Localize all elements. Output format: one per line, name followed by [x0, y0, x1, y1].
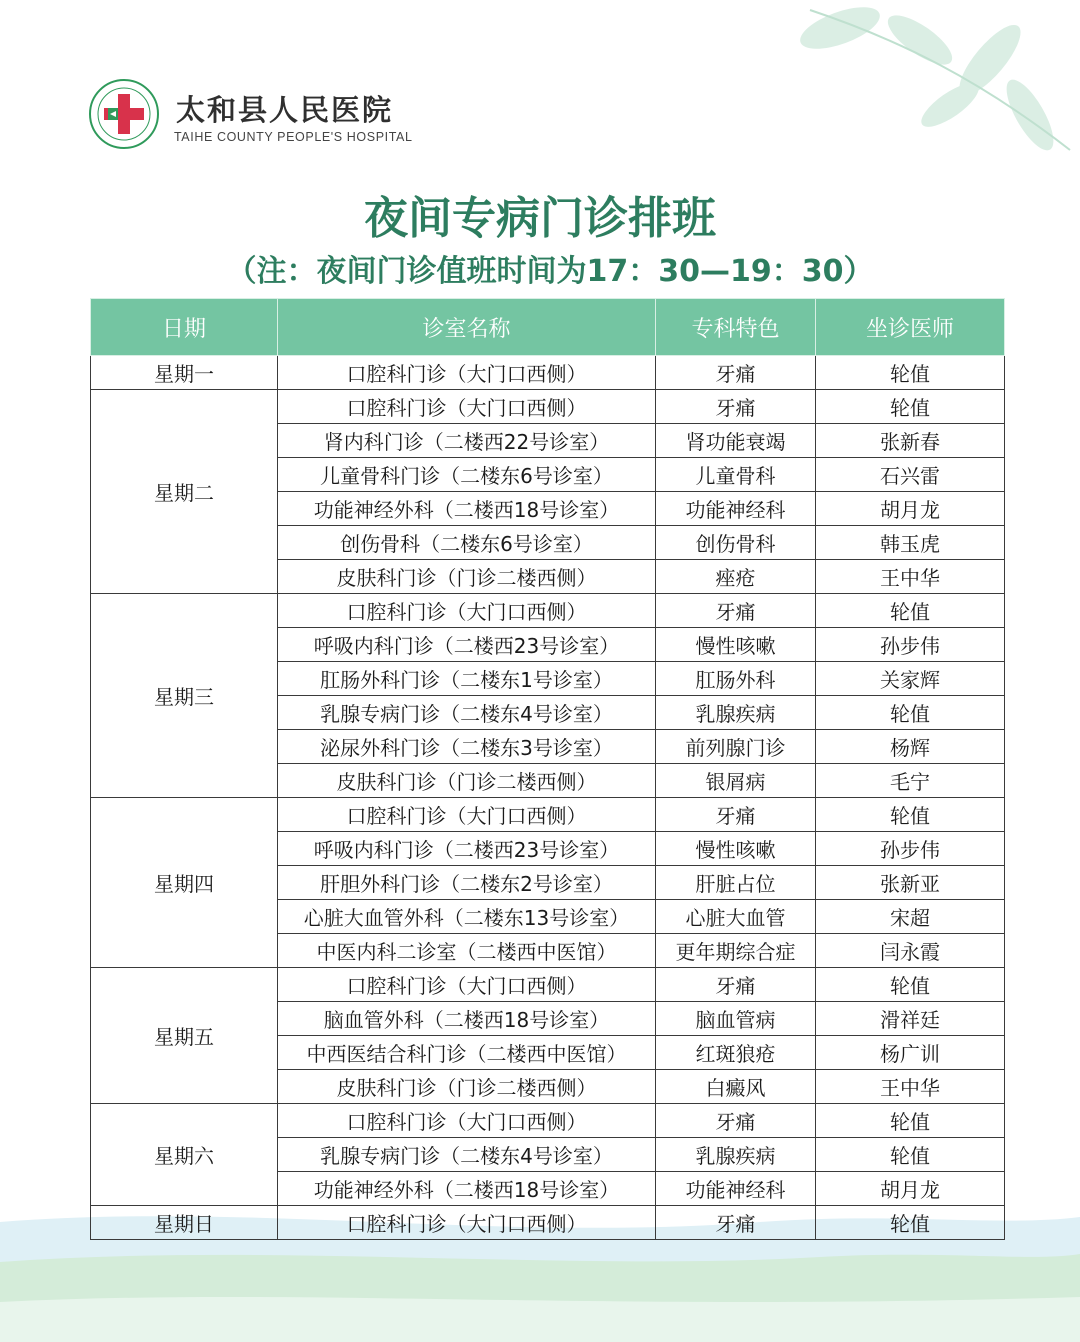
specialty-cell: 牙痛 — [656, 390, 816, 424]
doctor-cell: 孙步伟 — [816, 628, 1005, 662]
clinic-cell: 功能神经外科（二楼西18号诊室） — [278, 492, 656, 526]
specialty-cell: 肾功能衰竭 — [656, 424, 816, 458]
clinic-cell: 口腔科门诊（大门口西侧） — [278, 356, 656, 390]
clinic-cell: 创伤骨科（二楼东6号诊室） — [278, 526, 656, 560]
specialty-cell: 痤疮 — [656, 560, 816, 594]
specialty-cell: 牙痛 — [656, 798, 816, 832]
specialty-cell: 牙痛 — [656, 594, 816, 628]
doctor-cell: 石兴雷 — [816, 458, 1005, 492]
day-cell: 星期三 — [91, 594, 278, 798]
clinic-cell: 口腔科门诊（大门口西侧） — [278, 1104, 656, 1138]
doctor-cell: 轮值 — [816, 968, 1005, 1002]
clinic-cell: 功能神经外科（二楼西18号诊室） — [278, 1172, 656, 1206]
specialty-cell: 功能神经科 — [656, 492, 816, 526]
doctor-cell: 胡月龙 — [816, 492, 1005, 526]
specialty-cell: 慢性咳嗽 — [656, 628, 816, 662]
doctor-cell: 王中华 — [816, 560, 1005, 594]
specialty-cell: 银屑病 — [656, 764, 816, 798]
table-header-row — [91, 299, 1005, 356]
clinic-cell: 口腔科门诊（大门口西侧） — [278, 594, 656, 628]
doctor-cell: 闫永霞 — [816, 934, 1005, 968]
header-doctor: 坐诊医师 — [816, 299, 1005, 356]
doctor-cell: 胡月龙 — [816, 1172, 1005, 1206]
clinic-cell: 脑血管外科（二楼西18号诊室） — [278, 1002, 656, 1036]
specialty-cell: 功能神经科 — [656, 1172, 816, 1206]
schedule-table — [90, 298, 1005, 1240]
specialty-cell: 牙痛 — [656, 1206, 816, 1240]
specialty-cell: 牙痛 — [656, 356, 816, 390]
specialty-cell: 创伤骨科 — [656, 526, 816, 560]
doctor-cell: 韩玉虎 — [816, 526, 1005, 560]
hospital-name-en: TAIHE COUNTY PEOPLE'S HOSPITAL — [174, 130, 413, 144]
specialty-cell: 慢性咳嗽 — [656, 832, 816, 866]
doctor-cell: 杨广训 — [816, 1036, 1005, 1070]
clinic-cell: 口腔科门诊（大门口西侧） — [278, 798, 656, 832]
doctor-cell: 关家辉 — [816, 662, 1005, 696]
doctor-cell: 毛宁 — [816, 764, 1005, 798]
day-cell: 星期五 — [91, 968, 278, 1104]
table-row — [91, 390, 1005, 424]
doctor-cell: 张新春 — [816, 424, 1005, 458]
schedule-body — [91, 356, 1005, 1240]
day-cell: 星期一 — [91, 356, 278, 390]
doctor-cell: 宋超 — [816, 900, 1005, 934]
page-title: 夜间专病门诊排班 — [364, 193, 716, 244]
specialty-cell: 白癜风 — [656, 1070, 816, 1104]
doctor-cell: 张新亚 — [816, 866, 1005, 900]
header-clinic: 诊室名称 — [278, 299, 656, 356]
clinic-cell: 口腔科门诊（大门口西侧） — [278, 390, 656, 424]
clinic-cell: 呼吸内科门诊（二楼西23号诊室） — [278, 832, 656, 866]
clinic-cell: 皮肤科门诊（门诊二楼西侧） — [278, 560, 656, 594]
day-cell: 星期二 — [91, 390, 278, 594]
specialty-cell: 牙痛 — [656, 1104, 816, 1138]
hospital-logo — [88, 78, 418, 158]
doctor-cell: 轮值 — [816, 594, 1005, 628]
clinic-cell: 中西医结合科门诊（二楼西中医馆） — [278, 1036, 656, 1070]
day-cell: 星期四 — [91, 798, 278, 968]
clinic-cell: 儿童骨科门诊（二楼东6号诊室） — [278, 458, 656, 492]
doctor-cell: 王中华 — [816, 1070, 1005, 1104]
doctor-cell: 轮值 — [816, 1104, 1005, 1138]
specialty-cell: 乳腺疾病 — [656, 696, 816, 730]
clinic-cell: 肝胆外科门诊（二楼东2号诊室） — [278, 866, 656, 900]
specialty-cell: 红斑狼疮 — [656, 1036, 816, 1070]
hospital-emblem-icon — [88, 78, 160, 150]
clinic-cell: 口腔科门诊（大门口西侧） — [278, 968, 656, 1002]
hospital-name-cn: 太和县人民医院 — [176, 93, 394, 127]
clinic-cell: 皮肤科门诊（门诊二楼西侧） — [278, 764, 656, 798]
doctor-cell: 轮值 — [816, 356, 1005, 390]
header-date: 日期 — [91, 299, 278, 356]
doctor-cell: 轮值 — [816, 1138, 1005, 1172]
clinic-cell: 口腔科门诊（大门口西侧） — [278, 1206, 656, 1240]
specialty-cell: 乳腺疾病 — [656, 1138, 816, 1172]
doctor-cell: 轮值 — [816, 1206, 1005, 1240]
specialty-cell: 肝脏占位 — [656, 866, 816, 900]
clinic-cell: 肾内科门诊（二楼西22号诊室） — [278, 424, 656, 458]
clinic-cell: 呼吸内科门诊（二楼西23号诊室） — [278, 628, 656, 662]
clinic-cell: 乳腺专病门诊（二楼东4号诊室） — [278, 696, 656, 730]
specialty-cell: 更年期综合症 — [656, 934, 816, 968]
table-row — [91, 968, 1005, 1002]
specialty-cell: 心脏大血管 — [656, 900, 816, 934]
table-row — [91, 594, 1005, 628]
table-row — [91, 356, 1005, 390]
doctor-cell: 轮值 — [816, 390, 1005, 424]
day-cell: 星期六 — [91, 1104, 278, 1206]
day-cell: 星期日 — [91, 1206, 278, 1240]
specialty-cell: 肛肠外科 — [656, 662, 816, 696]
doctor-cell: 杨辉 — [816, 730, 1005, 764]
header-specialty: 专科特色 — [656, 299, 816, 356]
table-row — [91, 1104, 1005, 1138]
leaf-decoration — [780, 0, 1080, 160]
specialty-cell: 前列腺门诊 — [656, 730, 816, 764]
table-row — [91, 1206, 1005, 1240]
doctor-cell: 滑祥廷 — [816, 1002, 1005, 1036]
clinic-cell: 泌尿外科门诊（二楼东3号诊室） — [278, 730, 656, 764]
clinic-cell: 肛肠外科门诊（二楼东1号诊室） — [278, 662, 656, 696]
clinic-cell: 皮肤科门诊（门诊二楼西侧） — [278, 1070, 656, 1104]
specialty-cell: 儿童骨科 — [656, 458, 816, 492]
clinic-cell: 乳腺专病门诊（二楼东4号诊室） — [278, 1138, 656, 1172]
page-subtitle: （注：夜间门诊值班时间为17：30—19：30） — [226, 254, 874, 289]
doctor-cell: 轮值 — [816, 798, 1005, 832]
table-row — [91, 798, 1005, 832]
clinic-cell: 心脏大血管外科（二楼东13号诊室） — [278, 900, 656, 934]
doctor-cell: 孙步伟 — [816, 832, 1005, 866]
specialty-cell: 牙痛 — [656, 968, 816, 1002]
specialty-cell: 脑血管病 — [656, 1002, 816, 1036]
doctor-cell: 轮值 — [816, 696, 1005, 730]
clinic-cell: 中医内科二诊室（二楼西中医馆） — [278, 934, 656, 968]
